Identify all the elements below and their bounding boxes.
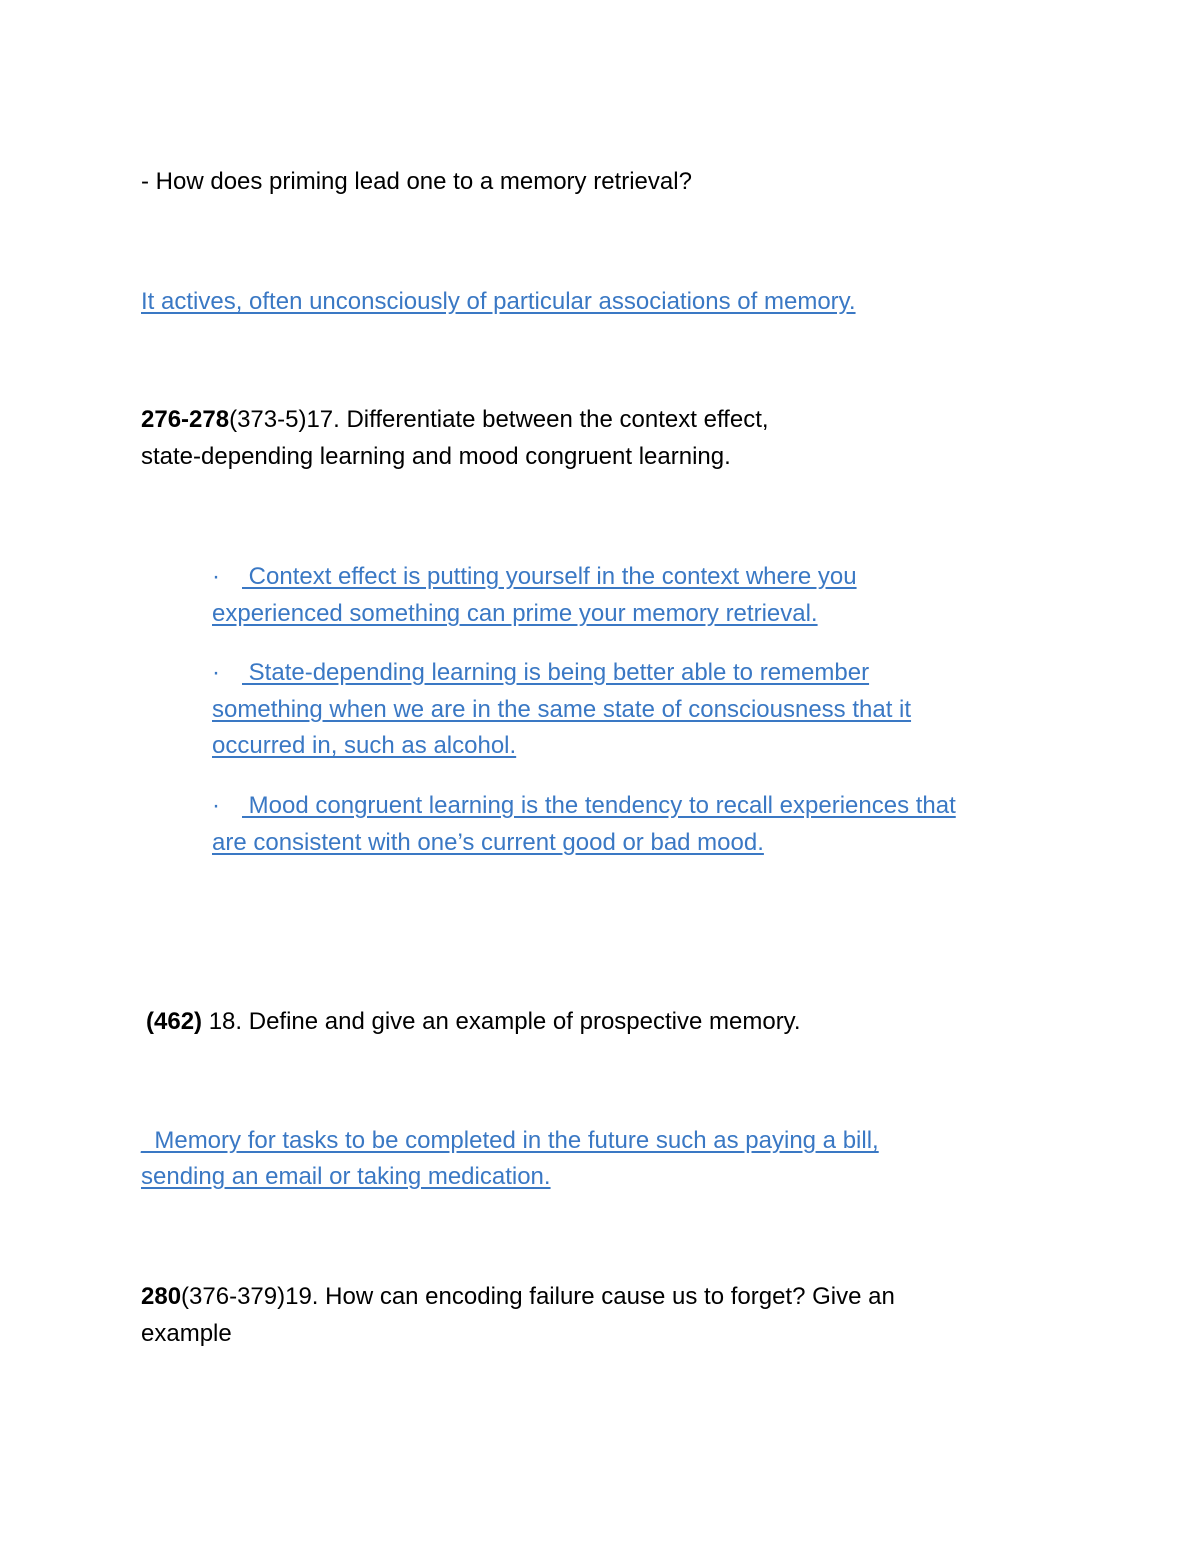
answer-17-item-1-line-1 [212, 563, 857, 591]
answer-17-item-2-line-1 [212, 659, 869, 687]
answer-17-item-2-line-2 [212, 696, 911, 724]
question-17-line-2 [141, 443, 731, 471]
answer-18-text-2: sending an email or taking medication. [141, 1163, 551, 1190]
answer-17-item-2-text-2: something when we are in the same state of consciousness that it [212, 696, 912, 723]
answer-17-item-1-text-1: Context effect is putting yourself in the context where you [242, 563, 857, 590]
question-18 [146, 1008, 801, 1036]
answer-17-item-2-text-1: State-depending learning is being better able to remember [242, 659, 870, 686]
question-19-text-1: (376-379)19. How can encoding failure cause us to forget? Give an [181, 1283, 895, 1310]
question-19-line-2 [141, 1320, 232, 1348]
question-19-text-2: example [141, 1320, 232, 1347]
answer-17-item-3-line-2 [212, 829, 764, 857]
answer-18-line-1 [141, 1127, 879, 1155]
question-18-text: 18. Define and give an example of prospective memory. [202, 1008, 801, 1035]
answer-18-line-2 [141, 1163, 551, 1191]
answer-17-item-2-line-3 [212, 732, 516, 760]
answer-17-item-3-text-2: are consistent with one’s current good or bad mood. [212, 829, 764, 856]
answer-16-text: It actives, often unconsciously of particular associations of memory. [141, 288, 856, 315]
answer-17-item-1-text-2: experienced something can prime your memory retrieval. [212, 600, 818, 627]
question-16 [141, 168, 692, 196]
question-17-page-ref: 276-278 [141, 406, 230, 433]
question-17-line-1 [141, 406, 769, 434]
question-17-text-1: (373-5)17. Differentiate between the context effect, [229, 406, 769, 433]
answer-16 [141, 288, 856, 316]
question-17-text-2: state-depending learning and mood congruent learning. [141, 443, 731, 470]
question-19-page-ref: 280 [141, 1283, 182, 1310]
answer-17-item-2-text-3: occurred in, such as alcohol. [212, 732, 517, 759]
answer-17-item-3-text-1: Mood congruent learning is the tendency to recall experiences that [242, 792, 956, 819]
bullet-icon: · [212, 792, 220, 819]
bullet-icon: · [212, 659, 220, 686]
question-19-line-1 [141, 1283, 895, 1311]
question-16-text: - How does priming lead one to a memory retrieval? [141, 168, 692, 195]
question-18-page-ref: (462) [146, 1008, 203, 1035]
answer-18-text-1: _Memory for tasks to be completed in the future such as paying a bill, [141, 1127, 879, 1154]
answer-17-item-3-line-1 [212, 792, 956, 820]
answer-17-item-1-line-2 [212, 600, 818, 628]
bullet-icon: · [212, 563, 220, 590]
